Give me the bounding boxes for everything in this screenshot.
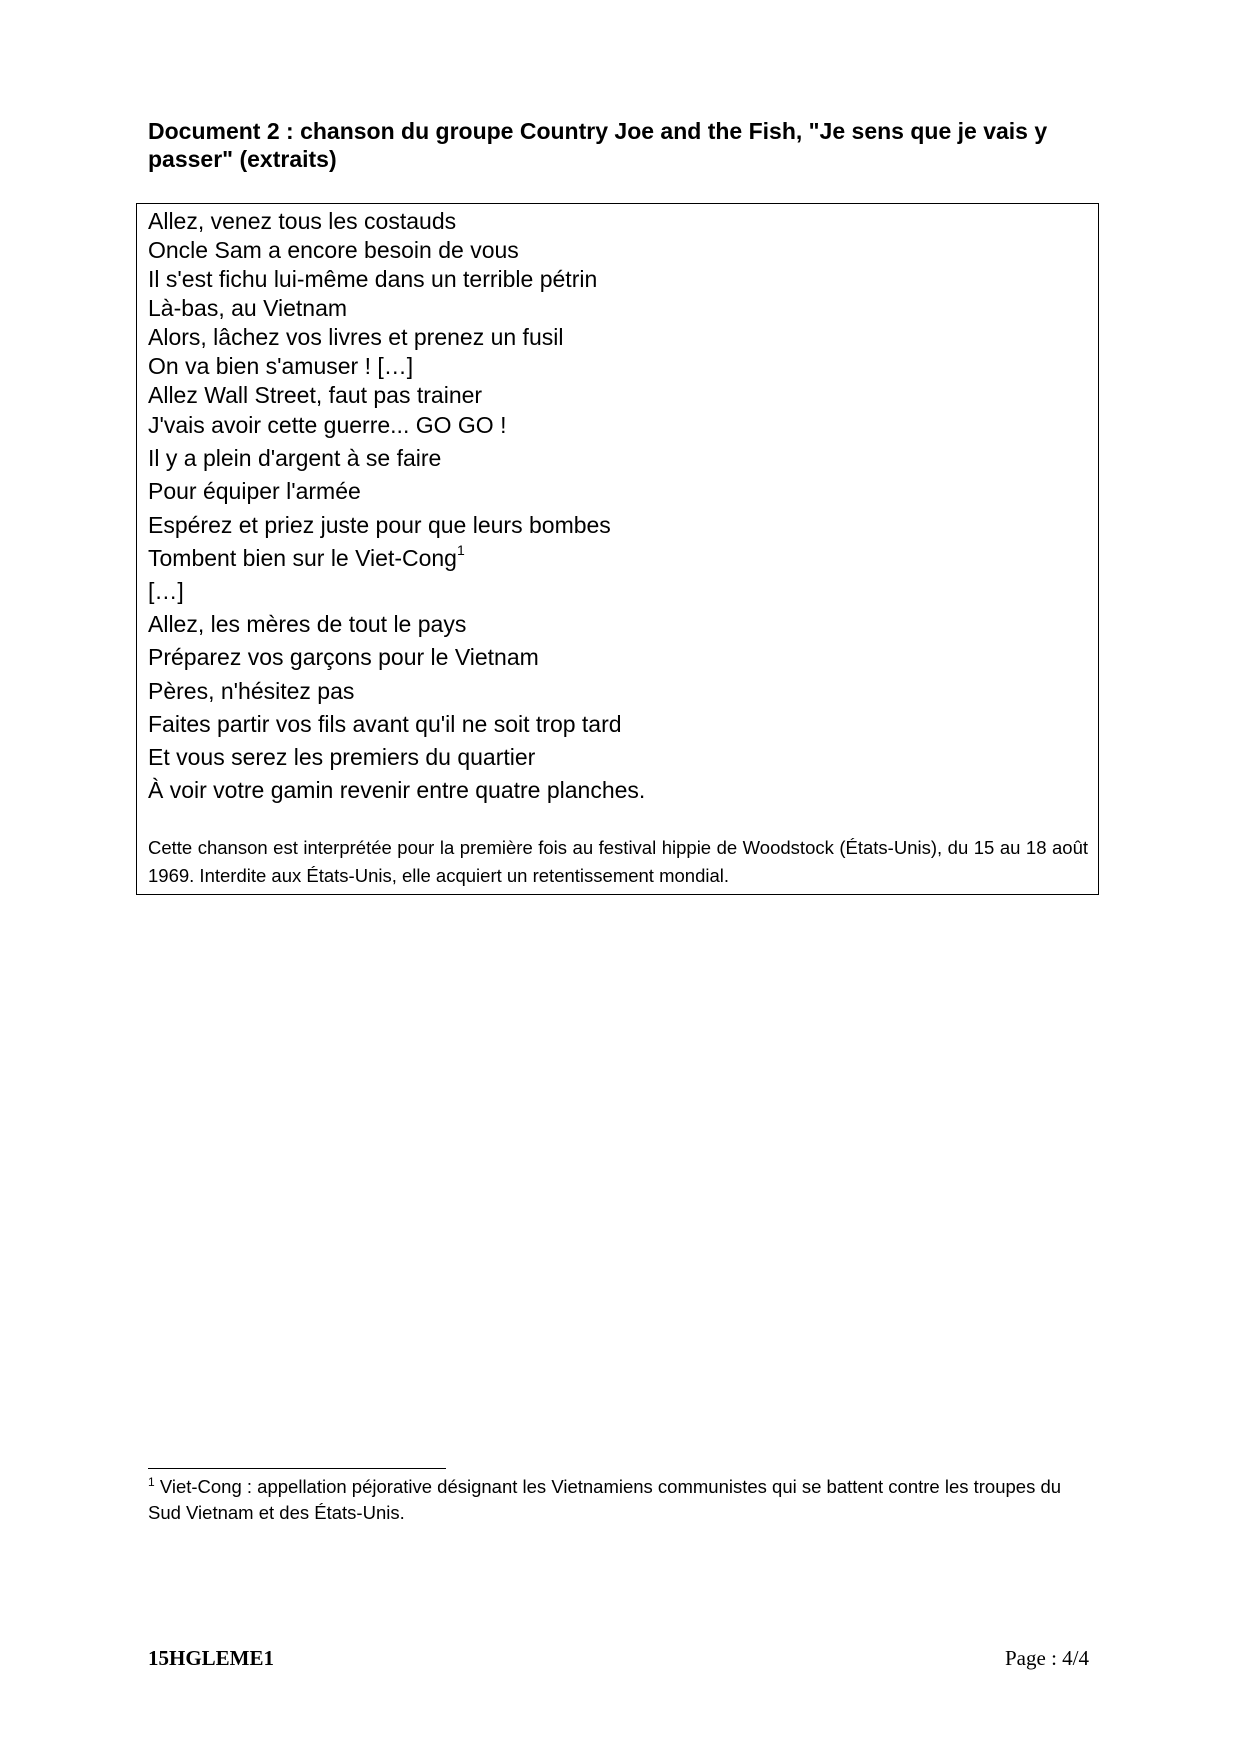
lyric-line: Préparez vos garçons pour le Vietnam — [148, 644, 539, 671]
page-number: Page : 4/4 — [1005, 1646, 1089, 1670]
document-title: Document 2 : chanson du groupe Country Joe and the Fish, "Je sens que je vais y passer" (extraits) — [148, 118, 1048, 172]
lyric-line: Et vous serez les premiers du quartier — [148, 744, 536, 771]
footnote-text: Viet-Cong : appellation péjorative désignant les Vietnamiens communistes qui se battent contre les troupes du Sud Vietnam et des États-Unis. — [148, 1476, 1062, 1523]
lyric-line: Il y a plein d'argent à se faire — [148, 445, 442, 472]
footnote-separator — [148, 1468, 446, 1469]
lyric-line: J'vais avoir cette guerre... GO GO ! — [148, 412, 507, 438]
lyric-line: Alors, lâchez vos livres et prenez un fusil — [148, 324, 564, 350]
lyric-line: Il s'est fichu lui-même dans un terrible pétrin — [148, 266, 598, 292]
lyric-line: Allez, les mères de tout le pays — [148, 611, 467, 638]
lyric-line-text: Tombent bien sur le Viet-Cong — [148, 544, 457, 571]
lyric-line: Faites partir vos fils avant qu'il ne soit trop tard — [148, 710, 622, 737]
lyric-line: On va bien s'amuser ! […] — [148, 353, 414, 379]
footnote — [148, 1474, 1088, 1526]
lyric-line: Oncle Sam a encore besoin de vous — [148, 237, 519, 263]
footnote-reference-marker: 1 — [456, 542, 465, 559]
lyric-line: Espérez et priez juste pour que leurs bombes — [148, 511, 611, 538]
song-context-note: Cette chanson est interprétée pour la première fois au festival hippie de Woodstock (États-Unis), du 15 au 18 août 1969. Interdite aux États-Unis, elle acquiert un retentissement mondial. — [148, 837, 1088, 886]
lyric-line: À voir votre gamin revenir entre quatre planches. — [148, 777, 646, 804]
lyric-line: Pères, n'hésitez pas — [148, 677, 355, 704]
song-lyrics-box — [136, 203, 1099, 895]
lyric-line: Allez Wall Street, faut pas trainer — [148, 382, 483, 408]
footnote-marker: 1 — [148, 1474, 155, 1489]
lyric-line: Là-bas, au Vietnam — [148, 295, 348, 321]
lyrics-verse-2 — [148, 409, 645, 807]
lyric-line: […] — [148, 578, 184, 605]
lyric-line: Pour équiper l'armée — [148, 478, 361, 505]
lyric-line-with-footnote — [148, 542, 645, 575]
lyric-line: Allez, venez tous les costauds — [148, 208, 457, 234]
lyrics-verse-1 — [148, 207, 597, 410]
exam-code: 15HGLEME1 — [148, 1646, 275, 1670]
